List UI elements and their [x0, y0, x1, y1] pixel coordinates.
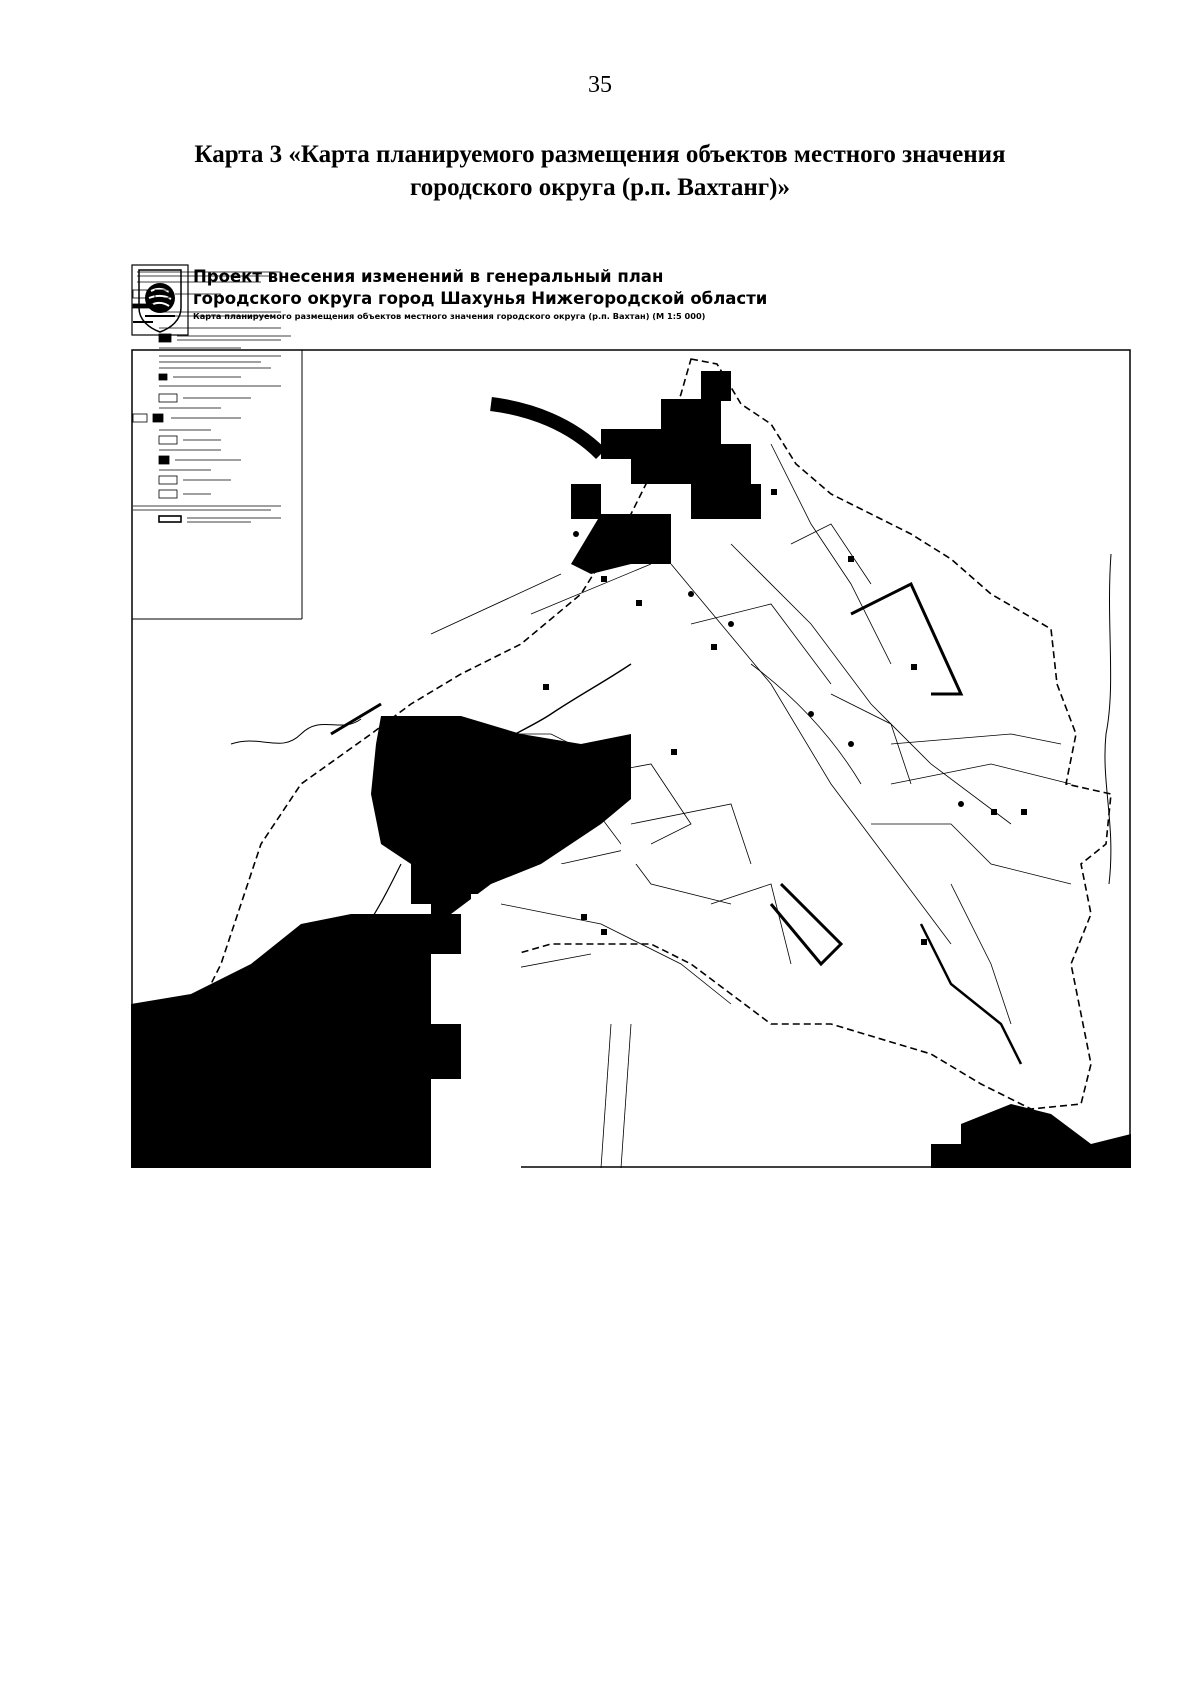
document-title [100, 138, 1100, 204]
map-figure [131, 264, 1131, 1168]
tile-gap-3 [461, 924, 521, 1168]
page-number: 35 [588, 72, 612, 98]
tile-gap-2 [471, 894, 501, 914]
forest-north-5 [571, 484, 601, 519]
tile-gap-5 [431, 1079, 461, 1168]
forest-north-2 [661, 399, 721, 444]
forest-north-4 [631, 444, 751, 484]
document-title-line-2: городского округа (р.п. Вахтанг)» [410, 174, 790, 201]
forest-north-7 [631, 514, 671, 564]
water-block-3 [431, 1024, 461, 1084]
map-title-line-1: Проект внесения изменений в генеральный план [193, 267, 664, 286]
water-block-1 [131, 1014, 431, 1168]
document-title-line-1: Карта 3 «Карта планируемого размещения объектов местного значения [194, 141, 1006, 168]
tile-gap-4 [431, 954, 461, 1024]
map-legend [131, 264, 301, 534]
tile-gap-6 [551, 864, 591, 894]
tile-gap-1 [621, 834, 651, 864]
forest-north-6 [691, 484, 761, 519]
map-title-line-2: городского округа город Шахунья Нижегородской области [193, 289, 768, 308]
forest-north-1 [701, 371, 731, 401]
map-subtitle: Карта планируемого размещения объектов местного значения городского округа (р.п. Вахтан) (М 1:5 000) [193, 311, 706, 321]
